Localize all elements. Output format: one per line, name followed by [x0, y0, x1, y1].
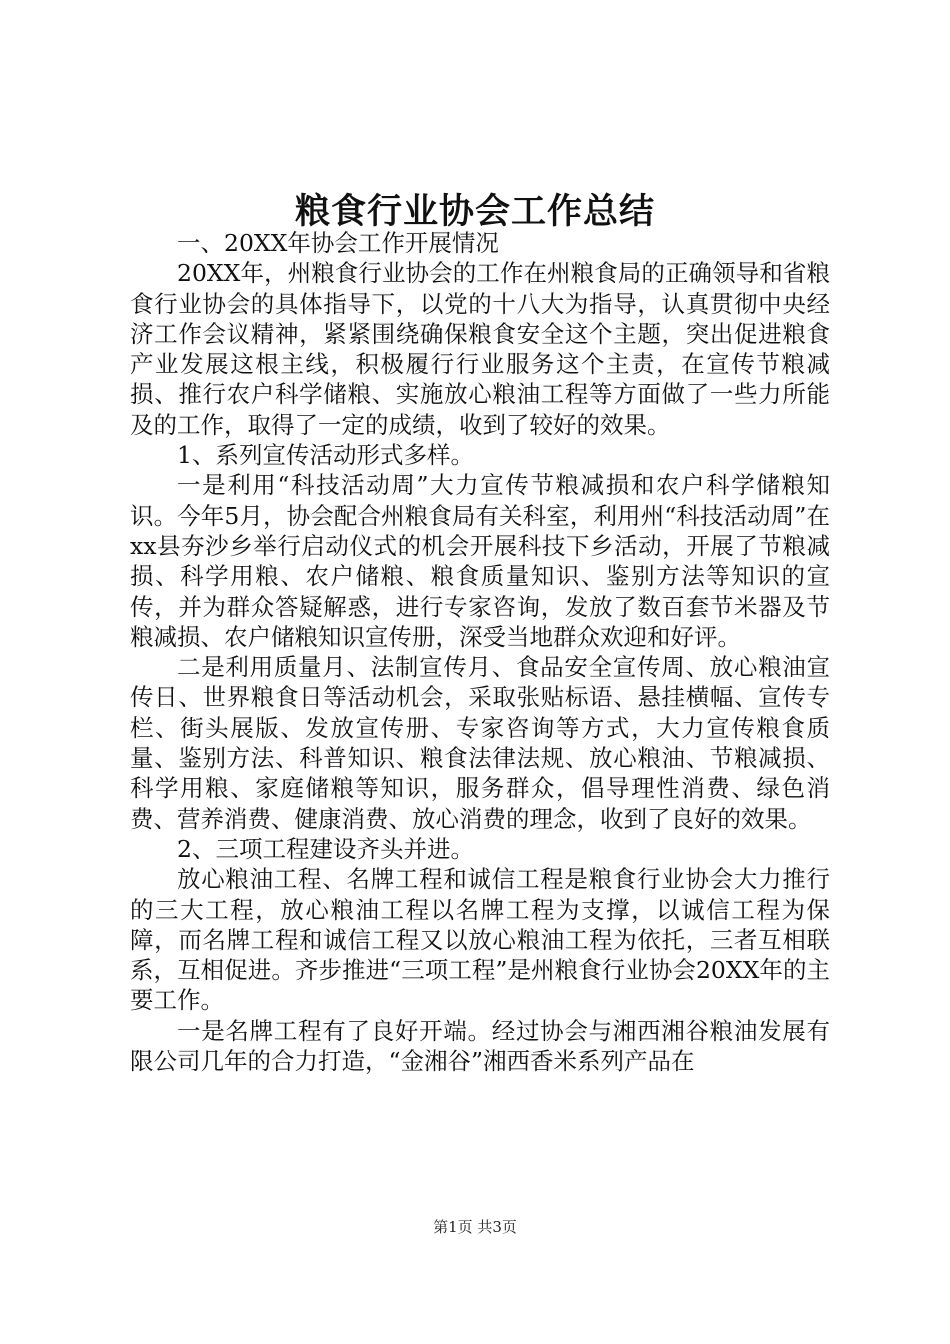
subsection-heading: 2、三项工程建设齐头并进。 [177, 834, 474, 863]
body-paragraph: 一是利用“科技活动周”大力宣传节粮减损和农户科学储粮知识。今年5月，协会配合州粮食局有关科室，利用州“科技活动周”在xx县夯沙乡举行启动仪式的机会开展科技下乡活动，开展了节粮减损、科学用粮、农户储粮、粮食质量知识、鉴别方法等知识的宣传，并为群众答疑解惑，进行专家咨询，发放了数百套节米器及节粮减损、农户储粮知识宣传册，深受当地群众欢迎和好评。 [130, 471, 830, 651]
body-paragraph: 一是名牌工程有了良好开端。经过协会与湘西湘谷粮油发展有限公司几年的合力打造，“金湘谷”湘西香米系列产品在 [130, 1016, 830, 1076]
body-paragraph: 二是利用质量月、法制宣传月、食品安全宣传周、放心粮油宣传日、世界粮食日等活动机会，采取张贴标语、悬挂横幅、宣传专栏、街头展版、发放宣传册、专家咨询等方式，大力宣传粮食质量、鉴别方法、科普知识、粮食法律法规、放心粮油、节粮减损、科学用粮、家庭储粮等知识，服务群众，倡导理性消费、绿色消费、营养消费、健康消费、放心消费的理念，收到了良好的效果。 [130, 653, 830, 833]
subsection-heading: 1、系列宣传活动形式多样。 [177, 441, 474, 470]
document-body [130, 228, 830, 1076]
document-title: 粮食行业协会工作总结 [294, 192, 655, 232]
body-paragraph: 放心粮油工程、名牌工程和诚信工程是粮食行业协会大力推行的三大工程，放心粮油工程以名牌工程为支撑，以诚信工程为保障，而名牌工程和诚信工程又以放心粮油工程为依托，三者互相联系，互相促进。齐步推进“三项工程”是州粮食行业协会20XX年的主要工作。 [130, 865, 830, 1015]
section-heading: 一、20XX年协会工作开展情况 [177, 229, 499, 257]
body-paragraph: 20XX年，州粮食行业协会的工作在州粮食局的正确领导和省粮食行业协会的具体指导下，以党的十八大为指导，认真贯彻中央经济工作会议精神，紧紧围绕确保粮食安全这个主题，突出促进粮食产业发展这根主线，积极履行行业服务这个主责，在宣传节粮减损、推行农户科学储粮、实施放心粮油工程等方面做了一些力所能及的工作，取得了一定的成绩，收到了较好的效果。 [130, 259, 830, 439]
page-number-footer: 第1页 共3页 [433, 1218, 517, 1236]
